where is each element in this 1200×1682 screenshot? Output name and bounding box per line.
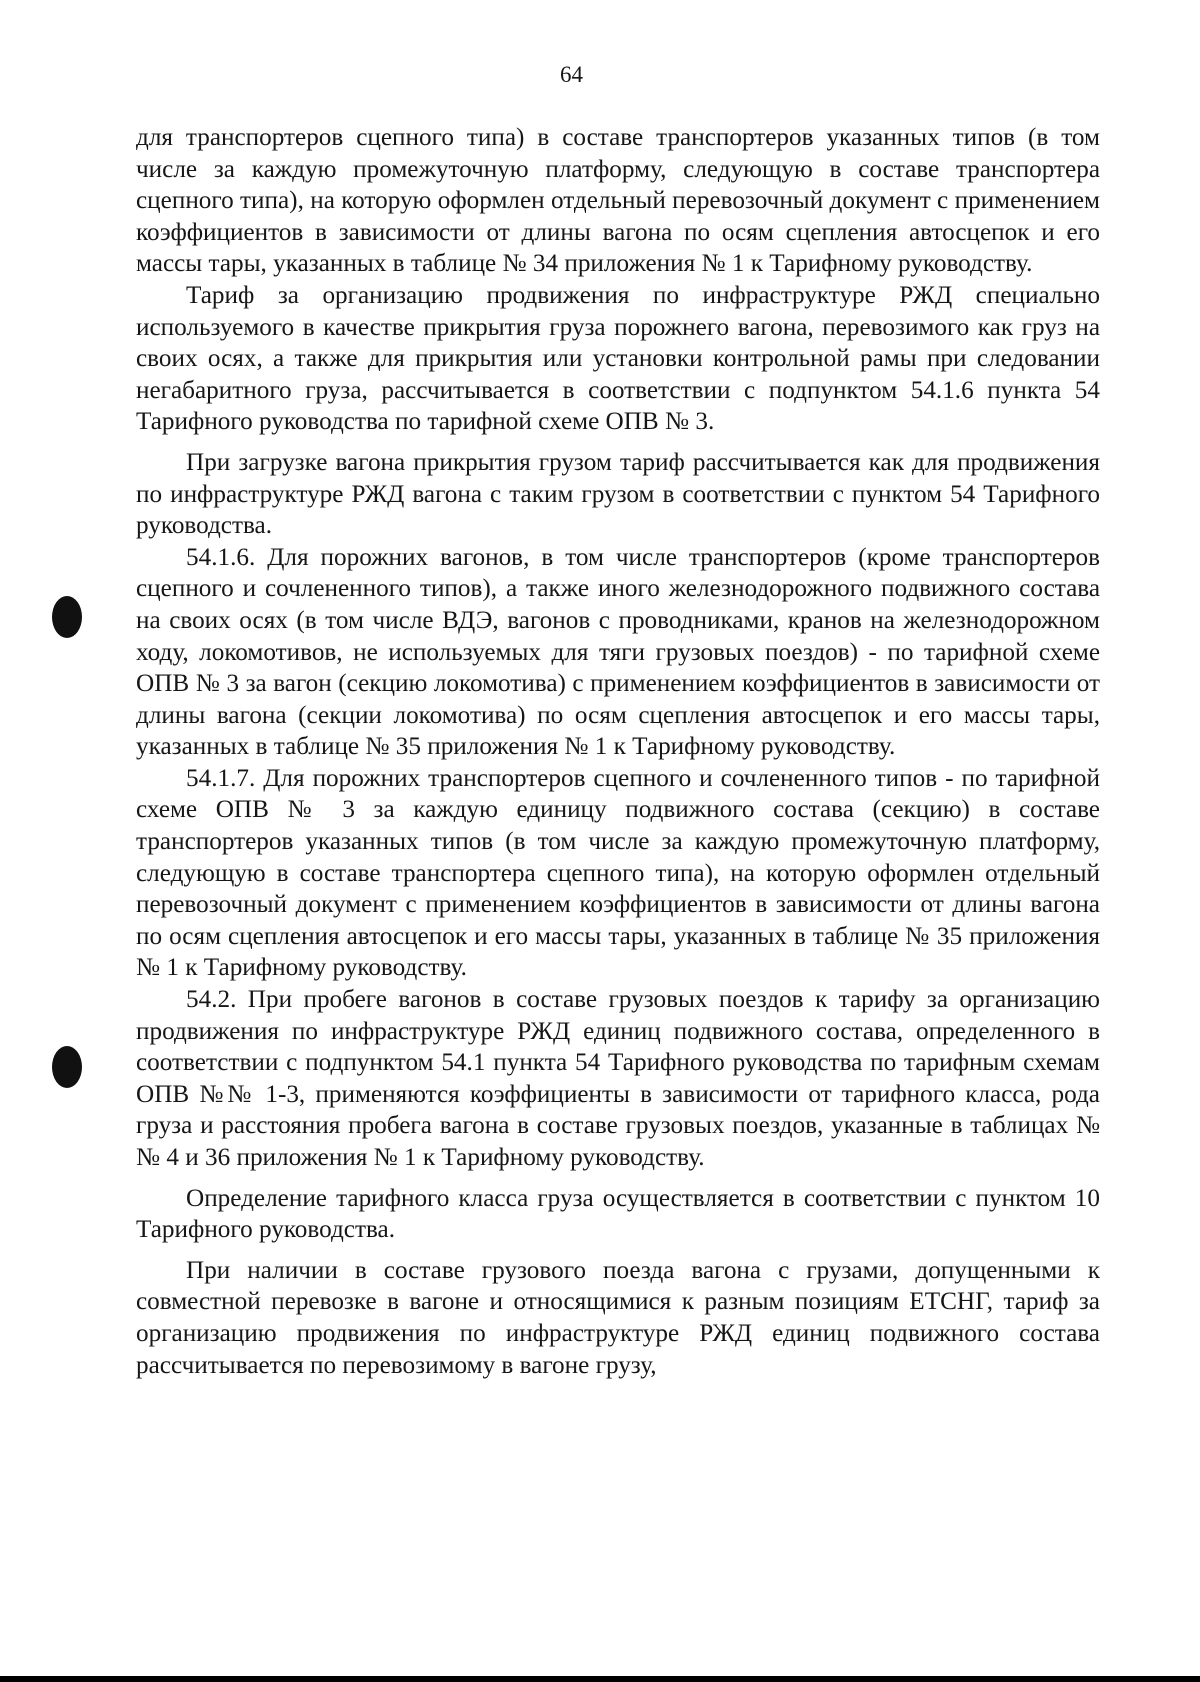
page-number: 64 (560, 62, 583, 87)
document-body (136, 122, 1100, 1381)
paragraph-cover-wagon-tariff: Тариф за организацию продвижения по инфраструктуре РЖД специально используемого в качестве прикрытия груза порожнего вагона, перевозимого как груз на своих осях, а также для прикрытия или установки контрольной рамы при следовании негабаритного груза, рассчитывается в соответствии с подпунктом 54.1.6 пункта 54 Тарифного руководства по тарифной схеме ОПВ № 3. (136, 281, 1100, 436)
paragraph-54-1-7: 54.1.7. Для порожних транспортеров сцепного и сочлененного типов - по тарифной схеме ОПВ № 3 за каждую единицу подвижного состава (секцию) в составе транспортеров указанных типов (в том числе за каждую промежуточную платформу, следующую в составе транспортера сцепного типа), на которую оформлен отдельный перевозочный документ с применением коэффициентов в зависимости от длины вагона по осям сцепления автосцепок и его массы тары, указанных в таблице № 35 приложения № 1 к Тарифному руководству. (136, 764, 1100, 982)
paragraph-cover-wagon-loaded: При загрузке вагона прикрытия грузом тариф рассчитывается как для продвижения по инфраструктуре РЖД вагона с таким грузом в соответствии с пунктом 54 Тарифного руководства. (136, 448, 1100, 540)
punch-hole-top (52, 596, 82, 638)
scan-bottom-edge (0, 1676, 1200, 1682)
paragraph-continuation: для транспортеров сцепного типа) в составе транспортеров указанных типов (в том числе за каждую промежуточную платформу, следующую в составе транспортера сцепного типа), на которую оформлен отдельный перевозочный документ с применением коэффициентов в зависимости от длины вагона по осям сцепления автосцепок и его массы тары, указанных в таблице № 34 приложения № 1 к Тарифному руководству. (136, 124, 1100, 278)
paragraph-54-2: 54.2. При пробеге вагонов в составе грузовых поездов к тарифу за организацию продвижения по инфраструктуре РЖД единиц подвижного состава, определенного в соответствии с подпунктом 54.1 пункта 54 Тарифного руководства по тарифным схемам ОПВ №№ 1-3, применяются коэффициенты в зависимости от тарифного класса, рода груза и расстояния пробега вагона в составе грузовых поездов, указанные в таблицах №№ 4 и 36 приложения № 1 к Тарифному руководству. (136, 986, 1100, 1171)
paragraph-54-1-6: 54.1.6. Для порожних вагонов, в том числе транспортеров (кроме транспортеров сцепного и сочлененного типов), а также иного железнодорожного подвижного состава на своих осях (в том числе ВДЭ, вагонов с проводниками, кранов на железнодорожном ходу, локомотивов, не используемых для тяги грузовых поездов) - по тарифной схеме ОПВ № 3 за вагон (секцию локомотива) с применением коэффициентов в зависимости от длины вагона (секции локомотива) по осям сцепления автосцепок и его массы тары, указанных в таблице № 35 приложения № 1 к Тарифному руководству. (136, 543, 1100, 761)
punch-hole-bottom (52, 1046, 82, 1088)
paragraph-mixed-cargo: При наличии в составе грузового поезда вагона с грузами, допущенными к совместной перевозке в вагоне и относящимися к разным позициям ЕТСНГ, тариф за организацию продвижения по инфраструктуре РЖД единиц подвижного состава рассчитывается по перевозимому в вагоне грузу, (136, 1256, 1100, 1379)
paragraph-tariff-class: Определение тарифного класса груза осуществляется в соответствии с пунктом 10 Тарифного руководства. (136, 1184, 1100, 1244)
